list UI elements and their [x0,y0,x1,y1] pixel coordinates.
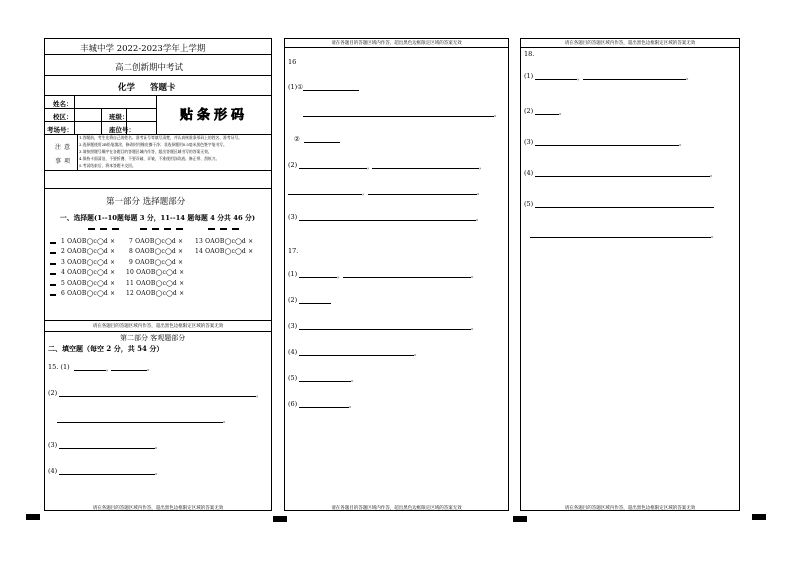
q16-1-sub2-label: ② [294,135,300,143]
card-type-label: 答题卡 [150,83,176,93]
q15-label: 15. (1) [48,363,70,371]
q16-2-label: (2) [288,161,298,169]
q17-2-label: (2) [288,296,298,304]
notes-line-5: 5.考试结束后，将本答题卡交回。 [79,163,136,168]
q18-label: 18. [524,50,535,58]
q18-3-label: (3) [524,138,534,146]
q18-1-blank-a[interactable] [535,79,577,80]
q17-1-blank-b[interactable] [343,277,471,278]
notes-line-1: 1.答题前，考生先将自己的姓名、准考证号等填写清楚，并认真核准条形码上的姓名、准考证号。 [79,135,243,140]
boundary-notice-col3-bottom: 请在各题目的答题区域内作答，超出黑色边框限定区域的答案无效 [564,506,696,511]
q18-1-blank-b[interactable] [583,79,686,80]
q16-1-label: (1)① [288,83,304,91]
notes-label-2: 意 [64,144,71,151]
notes-label-4: 项 [64,158,71,165]
q15-4-blank[interactable] [59,474,155,475]
choice-q1[interactable]: 1 OAOB◯c◯d × [61,238,116,245]
choice-q5[interactable]: 5 OAOB◯c◯d × [61,280,116,287]
q17-1-label: (1) [288,270,298,278]
choice-q8[interactable]: 8 OAOB◯c◯d × [129,248,184,255]
choice-q11[interactable]: 11 OAOB◯c◯d × [126,280,185,287]
q18-4-label: (4) [524,169,534,177]
q15-2-blank-a[interactable] [59,396,256,397]
part1-subtitle: 一、选择题(1--10题每题 3 分，11--14 题每题 4 分共 46 分) [60,214,256,222]
boundary-notice-col2-top: 请在各题目的答题区域内作答，超出黑色边框限定区域的答案无效 [331,41,462,46]
boundary-notice-col3-top: 请在各题目的答题区域内作答，超出黑色边框限定区域的答案无效 [564,41,696,46]
part1-title: 第一部分 选择题部分 [106,197,186,207]
boundary-notice-col1-mid: 请在各题目的答题区域内作答，超出黑色边框限定区域的答案无效 [92,324,224,329]
choice-q3[interactable]: 3 OAOB◯c◯d × [61,259,116,266]
choice-q10[interactable]: 10 OAOB◯c◯d × [126,269,185,276]
exam-title: 高二创新期中考试 [115,63,184,73]
q16-1-sub2-blank[interactable] [304,142,340,143]
notes-label-1: 注 [55,144,62,151]
q17-6-label: (6) [288,400,298,408]
q16-2-blank-d[interactable] [368,194,477,195]
q15-1-blank-b[interactable] [111,370,147,371]
choice-q12[interactable]: 12 OAOB◯c◯d × [126,290,185,297]
boundary-notice-col2-bottom: 请在各题目的答题区域内作答，超出黑色边框限定区域的答案无效 [331,506,462,511]
q16-3-blank[interactable] [299,220,476,221]
q18-2-blank[interactable] [535,114,559,115]
q18-3-blank[interactable] [535,145,679,146]
q16-2-blank-b[interactable] [372,168,479,169]
part2-subtitle: 二、填空题（每空 2 分，共 54 分） [48,344,164,353]
q18-1-label: (1) [524,72,534,80]
notes-line-3: 3.请按照题号顺序在各题目的答题区域内作答，超出答题区域书写的答案无效。 [79,149,212,154]
column-3-frame [520,38,740,511]
q16-2-blank-c[interactable] [288,194,362,195]
exam-no-label: 考场号： [47,126,73,134]
q17-4-blank[interactable] [299,355,414,356]
q15-3-label: (3) [48,441,58,449]
q15-3-blank[interactable] [59,448,155,449]
q17-3-blank[interactable] [299,329,471,330]
q17-1-blank-a[interactable] [299,277,337,278]
q18-4-blank[interactable] [535,176,710,177]
campus-label: 校区： [53,113,73,121]
q16-2-blank-a[interactable] [299,168,367,169]
q15-1-blank-a[interactable] [74,370,106,371]
q16-1-blank-a[interactable] [303,90,359,91]
subject-label: 化学 [118,83,136,93]
choice-q13[interactable]: 13 OAOB◯c◯d × [195,238,254,245]
registration-mark-center-right [513,516,527,522]
q17-2-blank[interactable] [299,303,331,304]
class-label: 班级： [109,113,129,121]
q17-5-label: (5) [288,374,298,382]
notes-line-4: 4.保持卡面清洁，不要折叠、不要弄破、弄皱，不准使用涂改液、修正带、刮纸刀。 [79,156,220,161]
q15-2-label: (2) [48,389,58,397]
q17-label: 17. [288,247,299,255]
q17-4-label: (4) [288,348,298,356]
q18-5-label: (5) [524,200,534,208]
choice-q2[interactable]: 2 OAOB◯c◯d × [61,248,116,255]
notes-label-3: 事 [55,158,62,165]
boundary-notice-col1-bottom: 请在各题目的答题区域内作答，超出黑色边框限定区域的答案无效 [92,506,224,511]
choice-q9[interactable]: 9 OAOB◯c◯d × [129,259,184,266]
q16-3-label: (3) [288,213,298,221]
part2-title: 第二部分 客观题部分 [120,334,186,342]
q17-5-blank[interactable] [299,381,351,382]
choice-q6[interactable]: 6 OAOB◯c◯d × [61,290,116,297]
q15-2-blank-b[interactable] [57,422,223,423]
q16-label: 16 [288,58,297,66]
seat-label: 座位号： [109,126,135,134]
q18-5-blank-b[interactable] [530,237,711,238]
q17-3-label: (3) [288,322,298,330]
q15-4-label: (4) [48,467,58,475]
q16-1-blank-b[interactable] [303,116,494,117]
choice-q4[interactable]: 4 OAOB◯c◯d × [61,269,116,276]
registration-mark-right [752,514,766,520]
q17-6-blank[interactable] [299,407,349,408]
choice-q14[interactable]: 14 OAOB◯c◯d × [195,248,254,255]
choice-q7[interactable]: 7 OAOB◯c◯d × [129,238,184,245]
q18-5-blank-a[interactable] [535,207,714,208]
registration-mark-left [26,514,40,520]
notes-line-2: 2.选择题使用2B铅笔填涂，修改时用橡皮擦干净；非选择题用0.5毫米黑色签字笔书写。 [79,142,227,147]
barcode-stamp: 贴条形码 [180,108,249,123]
school-term-title: 丰城中学 2022-2023学年上学期 [80,44,206,54]
q18-2-label: (2) [524,107,534,115]
registration-mark-center-left [273,516,287,522]
name-label: 姓名： [53,100,73,108]
